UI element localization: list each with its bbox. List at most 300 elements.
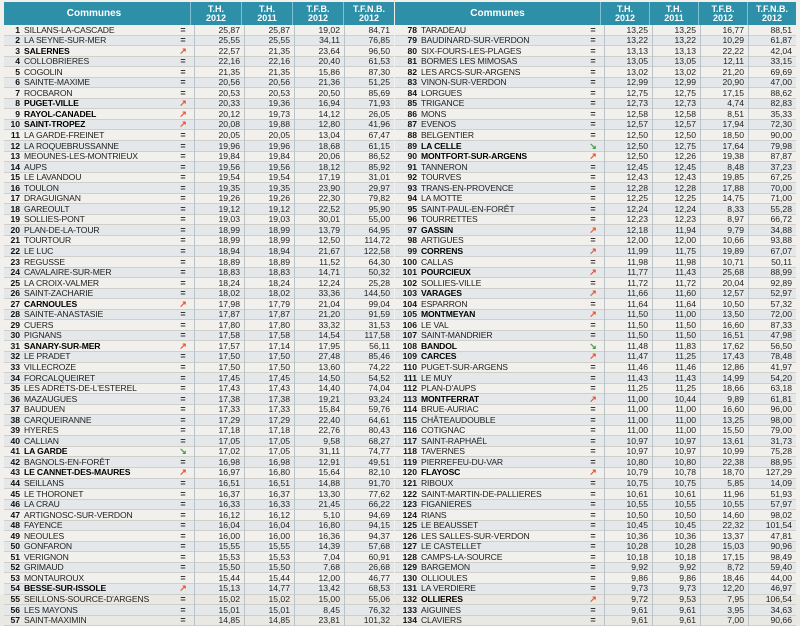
tfb2012-value: 5,10	[294, 510, 344, 521]
tfb2012-value: 33,36	[294, 288, 344, 299]
tfb2012-value: 13,60	[294, 362, 344, 373]
table-row	[395, 616, 796, 626]
th2011-value: 15,01	[244, 605, 294, 616]
rank-cell: 109	[402, 351, 417, 362]
tfnb2012-value: 144,50	[344, 288, 394, 299]
th2012-value: 11,00	[604, 394, 652, 405]
equal-sign-icon: =	[180, 615, 186, 626]
rank-cell: 35	[10, 383, 20, 394]
tfb2012-value: 16,60	[700, 404, 748, 415]
table-row	[395, 394, 796, 405]
commune-name: SIX-FOURS-LES-PLAGES	[421, 45, 522, 56]
table-row	[4, 46, 394, 57]
th2011-value: 11,00	[652, 309, 700, 320]
th2011-value: 13,22	[652, 35, 700, 46]
th2011-value: 11,00	[652, 425, 700, 436]
tfnb2012-value: 55,00	[344, 214, 394, 225]
th2011-value: 10,75	[652, 478, 700, 489]
tfb2012-value: 14,60	[700, 510, 748, 521]
tfnb2012-value: 79,82	[344, 193, 394, 204]
tfnb2012-value: 79,00	[748, 425, 796, 436]
commune-name: PIGNANS	[24, 330, 62, 341]
th2012-value: 12,28	[604, 183, 652, 194]
rank-cell: 91	[407, 161, 417, 172]
tfnb2012-value: 69,69	[748, 67, 796, 78]
table-row	[4, 99, 394, 110]
tfnb2012-value: 82,10	[344, 467, 394, 478]
increase-arrow-icon: ↗	[179, 340, 187, 351]
commune-name: MONTFERRAT	[421, 393, 480, 404]
tfb2012-value: 17,15	[700, 88, 748, 99]
table-row	[395, 457, 796, 468]
tfb2012-value: 14,39	[294, 541, 344, 552]
th2012-header-line1: T.H.	[207, 3, 224, 14]
th2012-value: 17,50	[194, 351, 244, 362]
th2012-value: 15,53	[194, 552, 244, 563]
th2011-header	[649, 2, 698, 25]
tfb2012-value: 27,48	[294, 351, 344, 362]
equal-sign-icon: =	[590, 66, 596, 77]
tfb2012-value: 14,12	[294, 109, 344, 120]
th2011-value: 9,61	[652, 615, 700, 626]
table-row	[4, 310, 394, 321]
tfnb2012-value: 50,11	[748, 257, 796, 268]
th2011-value: 19,73	[244, 109, 294, 120]
table-row	[4, 173, 394, 184]
equal-sign-icon: =	[180, 319, 186, 330]
commune-name: SAINTE-MAXIME	[24, 77, 90, 88]
tfb2012-value: 10,71	[700, 257, 748, 268]
commune-name: LORGUES	[421, 87, 462, 98]
equal-sign-icon: =	[180, 35, 186, 46]
th2012-value: 16,97	[194, 467, 244, 478]
rank-cell: 111	[403, 372, 417, 383]
tfb2012-value: 12,24	[294, 278, 344, 289]
increase-arrow-icon: ↗	[589, 351, 597, 362]
table-row	[4, 510, 394, 521]
tfnb2012-value: 117,58	[344, 330, 394, 341]
tfb2012-value: 8,51	[700, 109, 748, 120]
tfnb2012-value: 90,00	[748, 130, 796, 141]
table-row	[395, 194, 796, 205]
rank-cell: 4	[15, 56, 20, 67]
rank-cell: 112	[403, 383, 417, 394]
th2011-value: 10,45	[652, 520, 700, 531]
th2011-value: 13,13	[652, 46, 700, 57]
tfb2012-value: 15,00	[294, 594, 344, 605]
table-row	[4, 320, 394, 331]
th2011-value: 15,44	[244, 573, 294, 584]
table-row	[4, 436, 394, 447]
table-row	[395, 489, 796, 500]
th2011-value: 17,43	[244, 383, 294, 394]
commune-name: SAINT-MAXIMIN	[24, 615, 87, 626]
equal-sign-icon: =	[590, 520, 596, 531]
th2011-value: 19,88	[244, 119, 294, 130]
tfnb2012-value: 70,00	[748, 183, 796, 194]
commune-name: BESSE-SUR-ISSOLE	[24, 583, 107, 594]
equal-sign-icon: =	[180, 193, 186, 204]
equal-sign-icon: =	[180, 77, 186, 88]
tfnb2012-value: 49,51	[344, 457, 394, 468]
commune-name: MONS	[421, 108, 447, 119]
commune-name: BORMES LES MIMOSAS	[421, 56, 518, 67]
tfnb2012-value: 88,99	[748, 267, 796, 278]
commune-name: GASSIN	[421, 224, 454, 235]
table-row	[4, 573, 394, 584]
equal-sign-icon: =	[590, 456, 596, 467]
tfnb2012-value: 98,00	[748, 415, 796, 426]
tfnb2012-value: 88,62	[748, 88, 796, 99]
th2012-value: 10,28	[604, 541, 652, 552]
th2011-value: 17,87	[244, 309, 294, 320]
commune-name: CAVALAIRE-SUR-MER	[24, 267, 112, 278]
th2012-value: 25,87	[194, 25, 244, 36]
commune-name: SAINT-RAPHAËL	[421, 435, 487, 446]
tfnb2012-value: 47,81	[748, 531, 796, 542]
communes-header: Communes	[470, 8, 525, 19]
table-row	[395, 46, 796, 57]
tfnb2012-value: 34,63	[748, 605, 796, 616]
th2011-value: 13,05	[652, 56, 700, 67]
commune-name: PIERREFEU-DU-VAR	[421, 456, 503, 467]
table-row	[395, 426, 796, 437]
equal-sign-icon: =	[590, 425, 596, 436]
commune-name: SOLLIES-VILLE	[421, 277, 482, 288]
tfb2012-value: 15,50	[700, 425, 748, 436]
th2012-value: 19,96	[194, 141, 244, 152]
tfb2012-value: 17,95	[294, 341, 344, 352]
th2012-value: 9,61	[604, 605, 652, 616]
equal-sign-icon: =	[180, 362, 186, 372]
th2012-value: 11,47	[604, 351, 652, 362]
th2012-value: 17,43	[194, 383, 244, 394]
rank-cell: 133	[402, 604, 417, 615]
th2011-value: 19,12	[244, 204, 294, 215]
equal-sign-icon: =	[180, 245, 186, 256]
th2012-value: 10,97	[604, 436, 652, 447]
th2012-value: 10,75	[604, 478, 652, 489]
table-row	[395, 320, 796, 331]
th2012-value: 17,33	[194, 404, 244, 415]
th2011-value: 12,58	[652, 109, 700, 120]
tfnb2012-value: 96,50	[344, 46, 394, 57]
th2011-value: 19,54	[244, 172, 294, 183]
th2011-value: 16,00	[244, 531, 294, 542]
equal-sign-icon: =	[180, 520, 186, 531]
th2011-value: 9,61	[652, 605, 700, 616]
th2011-value: 11,98	[652, 257, 700, 268]
th2012-value: 13,13	[604, 46, 652, 57]
tfb2012-value: 10,66	[700, 235, 748, 246]
table-row	[4, 341, 394, 352]
table-row	[395, 215, 796, 226]
equal-sign-icon: =	[180, 351, 186, 362]
equal-sign-icon: =	[590, 56, 596, 67]
table-row	[4, 278, 394, 289]
table-row	[395, 257, 796, 268]
th2012-value: 12,50	[604, 141, 652, 152]
commune-name: BAUDUEN	[24, 404, 65, 415]
table-row	[4, 595, 394, 606]
th2011-value: 10,18	[652, 552, 700, 563]
rank-cell: 83	[407, 77, 417, 88]
tfnb2012-value: 87,87	[748, 151, 796, 162]
tfb2012-value: 16,60	[700, 320, 748, 331]
tfb2012-value: 21,45	[294, 499, 344, 510]
commune-name: VILLECROZE	[24, 362, 76, 372]
th2012-value: 25,55	[194, 35, 244, 46]
table-row	[395, 141, 796, 152]
table-row	[395, 479, 796, 490]
table-row	[4, 363, 394, 374]
tfnb2012-value: 34,88	[748, 225, 796, 236]
table-row	[4, 215, 394, 226]
rank-cell: 40	[10, 435, 20, 446]
rank-cell: 100	[402, 256, 417, 267]
commune-name: SAINT-ZACHARIE	[24, 288, 94, 299]
equal-sign-icon: =	[180, 456, 186, 467]
th2012-value: 10,18	[604, 552, 652, 563]
rank-cell: 52	[10, 562, 20, 573]
th2011-value: 12,00	[652, 235, 700, 246]
th2012-value: 10,55	[604, 499, 652, 510]
rank-cell: 89	[407, 140, 417, 151]
th2012-value: 12,58	[604, 109, 652, 120]
increase-arrow-icon: ↗	[589, 594, 597, 605]
rank-cell: 94	[407, 193, 417, 204]
tfnb2012-value: 37,23	[748, 162, 796, 173]
tfnb2012-value: 68,53	[344, 583, 394, 594]
tfnb2012-value: 59,40	[748, 562, 796, 573]
rank-cell: 51	[10, 551, 20, 562]
rank-cell: 20	[10, 224, 20, 235]
th2011-value: 13,25	[652, 25, 700, 36]
th2011-value: 11,25	[652, 351, 700, 362]
increase-arrow-icon: ↗	[179, 98, 187, 109]
table-row	[395, 130, 796, 141]
right-rows	[395, 25, 796, 626]
equal-sign-icon: =	[180, 267, 186, 278]
equal-sign-icon: =	[590, 435, 596, 446]
rank-cell: 87	[407, 119, 417, 130]
rank-cell: 50	[10, 541, 20, 552]
th2011-value: 17,38	[244, 394, 294, 405]
commune-name: VINON-SUR-VERDON	[421, 77, 507, 88]
th2011-value: 11,25	[652, 383, 700, 394]
rank-cell: 78	[407, 24, 417, 35]
equal-sign-icon: =	[590, 108, 596, 119]
commune-name: CARCES	[421, 351, 457, 362]
rank-cell: 82	[407, 66, 417, 77]
table-row	[395, 120, 796, 131]
tfnb2012-value: 66,22	[344, 499, 394, 510]
th2012-value: 17,02	[194, 446, 244, 457]
th2012-header-line2: 2012	[205, 12, 227, 23]
rank-cell: 84	[407, 87, 417, 98]
tfnb2012-value: 46,77	[344, 573, 394, 584]
commune-name: SAINT-MARTIN-DE-PALLIERES	[421, 488, 542, 499]
commune-name: LA VERDIERE	[421, 583, 476, 594]
tfb2012-value: 18,50	[700, 130, 748, 141]
tfnb2012-value: 74,22	[344, 362, 394, 373]
table-row	[4, 204, 394, 215]
th2012-value: 19,56	[194, 162, 244, 173]
table-row	[395, 289, 796, 300]
th2012-value: 20,12	[194, 109, 244, 120]
commune-name: LES ARCS-SUR-ARGENS	[421, 66, 521, 77]
th2012-value: 11,50	[604, 330, 652, 341]
rank-cell: 42	[10, 456, 20, 467]
th2011-value: 15,02	[244, 594, 294, 605]
th2012-value: 10,79	[604, 467, 652, 478]
equal-sign-icon: =	[590, 172, 596, 183]
tfb2012-header	[698, 2, 747, 25]
th2012-value: 18,02	[194, 288, 244, 299]
table-row	[4, 531, 394, 542]
equal-sign-icon: =	[590, 615, 596, 626]
increase-arrow-icon: ↗	[589, 267, 597, 278]
rank-cell: 7	[15, 87, 20, 98]
commune-name: ARTIGNOSC-SUR-VERDON	[24, 509, 133, 520]
equal-sign-icon: =	[180, 151, 186, 162]
th2012-value: 20,08	[194, 119, 244, 130]
th2011-value: 21,35	[244, 46, 294, 57]
tfb2012-value: 9,58	[294, 436, 344, 447]
table-row	[4, 500, 394, 511]
commune-name: LE PRADET	[24, 351, 71, 362]
tfnb2012-value: 66,72	[748, 214, 796, 225]
equal-sign-icon: =	[590, 277, 596, 288]
th2012-value: 19,35	[194, 183, 244, 194]
th2012-value: 11,46	[604, 362, 652, 373]
commune-name: SAINT-MANDRIER	[421, 330, 493, 341]
th2012-value: 16,12	[194, 510, 244, 521]
rank-cell: 5	[15, 66, 20, 77]
commune-name: GAREOULT	[24, 203, 70, 214]
th2012-value: 18,99	[194, 235, 244, 246]
th2011-value: 12,50	[652, 130, 700, 141]
equal-sign-icon: =	[590, 499, 596, 510]
table-row	[4, 183, 394, 194]
table-row	[395, 25, 796, 36]
rank-cell: 121	[402, 478, 417, 489]
tfb2012-value: 10,50	[700, 299, 748, 310]
commune-name: CLAVIERS	[421, 615, 462, 626]
tfb2012-value: 12,86	[700, 362, 748, 373]
th2011-value: 18,89	[244, 257, 294, 268]
th2012-value: 19,03	[194, 214, 244, 225]
th2011-value: 12,57	[652, 119, 700, 130]
increase-arrow-icon: ↗	[589, 467, 597, 478]
equal-sign-icon: =	[180, 414, 186, 425]
table-row	[4, 299, 394, 310]
table-row	[4, 542, 394, 553]
equal-sign-icon: =	[180, 393, 186, 404]
tfb2012-value: 12,91	[294, 457, 344, 468]
tfb2012-value: 19,85	[700, 172, 748, 183]
tfnb2012-value: 94,15	[344, 520, 394, 531]
table-row	[4, 289, 394, 300]
rank-cell: 21	[10, 235, 20, 246]
commune-name: SEILLONS-SOURCE-D'ARGENS	[24, 594, 150, 605]
commune-name: RIANS	[421, 509, 447, 520]
tfnb2012-header-line2: 2012	[358, 12, 380, 23]
tfb2012-value: 21,67	[294, 246, 344, 257]
tfnb2012-value: 47,00	[748, 77, 796, 88]
th2012-value: 12,99	[604, 77, 652, 88]
rank-cell: 85	[407, 98, 417, 109]
tfnb2012-value: 88,51	[748, 25, 796, 36]
th2011-value: 18,99	[244, 235, 294, 246]
equal-sign-icon: =	[180, 530, 186, 541]
commune-name: COTIGNAC	[421, 425, 466, 436]
th2011-value: 18,24	[244, 278, 294, 289]
tfnb2012-value: 85,69	[344, 88, 394, 99]
th2011-value: 12,28	[652, 183, 700, 194]
tfnb2012-value: 80,43	[344, 425, 394, 436]
equal-sign-icon: =	[590, 235, 596, 246]
rank-cell: 122	[402, 488, 417, 499]
rank-cell: 29	[10, 319, 20, 330]
tfnb2012-value: 64,61	[344, 415, 394, 426]
table-row	[395, 88, 796, 99]
th2011-value: 20,56	[244, 77, 294, 88]
rank-cell: 17	[10, 193, 20, 204]
th2011-header-line1: T.H.	[258, 3, 275, 14]
th2011-value: 18,02	[244, 288, 294, 299]
commune-name: CALLIAN	[24, 435, 59, 446]
communes-header: Communes	[66, 8, 122, 19]
th2012-value: 12,25	[604, 193, 652, 204]
commune-name: LES ADRETS-DE-L'ESTEREL	[24, 383, 137, 394]
rank-cell: 104	[402, 298, 417, 309]
th2011-value: 10,78	[652, 467, 700, 478]
th2012-value: 16,33	[194, 499, 244, 510]
tfb2012-value: 30,01	[294, 214, 344, 225]
table-row	[4, 563, 394, 574]
tfb2012-value: 13,25	[700, 415, 748, 426]
tfnb2012-value: 50,32	[344, 267, 394, 278]
commune-name: TOURTOUR	[24, 235, 72, 246]
commune-name: PUGET-VILLE	[24, 98, 79, 109]
tfb2012-value: 15,64	[294, 467, 344, 478]
tfnb2012-header	[343, 2, 394, 25]
th2011-value: 19,56	[244, 162, 294, 173]
table-row	[395, 552, 796, 563]
equal-sign-icon: =	[180, 594, 186, 605]
th2011-value: 9,73	[652, 583, 700, 594]
tfnb2012-value: 114,72	[344, 235, 394, 246]
tfnb2012-value: 75,28	[748, 446, 796, 457]
tfb2012-value: 21,20	[700, 67, 748, 78]
tfnb2012-value: 56,50	[748, 341, 796, 352]
rank-cell: 34	[10, 372, 20, 383]
table-row	[395, 595, 796, 606]
tfnb2012-value: 63,18	[748, 383, 796, 394]
commune-name: LA CRAU	[24, 499, 60, 510]
equal-sign-icon: =	[180, 256, 186, 267]
th2012-value: 19,84	[194, 151, 244, 162]
tfnb2012-value: 61,81	[748, 394, 796, 405]
tfb2012-header	[292, 2, 343, 25]
th2011-value: 19,96	[244, 141, 294, 152]
rank-cell: 19	[10, 214, 20, 225]
th2012-value: 11,25	[604, 383, 652, 394]
tfb2012-value: 11,52	[294, 257, 344, 268]
table-row	[395, 183, 796, 194]
commune-name: CARQUEIRANNE	[24, 414, 92, 425]
